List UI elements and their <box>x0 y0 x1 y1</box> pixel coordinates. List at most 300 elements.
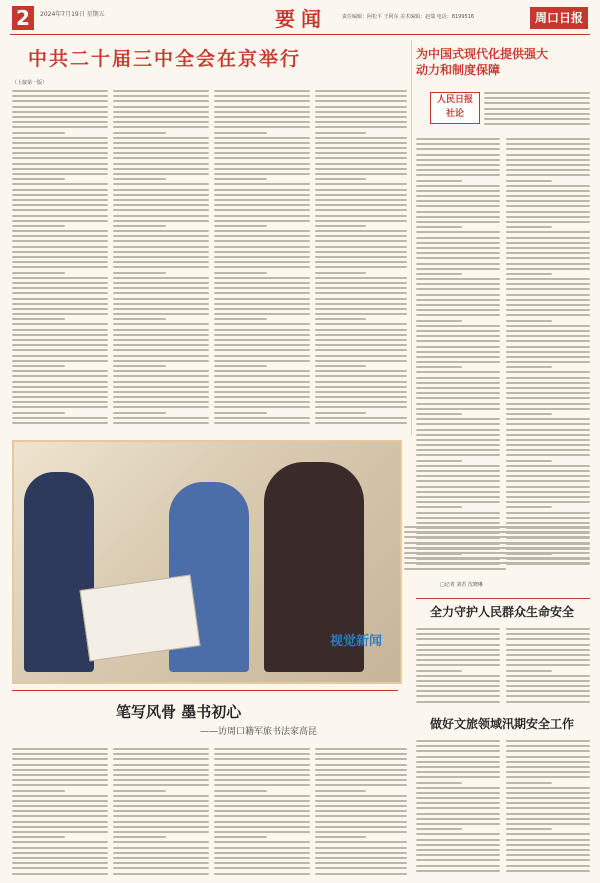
text-line <box>506 675 590 677</box>
text-line <box>214 805 310 807</box>
text-line <box>12 841 108 843</box>
text-line <box>315 95 407 97</box>
text-line <box>506 434 590 436</box>
text-line <box>113 272 166 274</box>
text-line <box>506 813 590 815</box>
text-line <box>404 557 590 559</box>
text-line <box>113 873 209 875</box>
text-line <box>416 644 500 646</box>
text-line <box>416 797 500 799</box>
text-line <box>12 100 108 102</box>
text-line <box>113 795 209 797</box>
text-line <box>315 303 407 305</box>
text-line <box>506 782 552 784</box>
text-line <box>113 157 209 159</box>
text-line <box>506 695 590 697</box>
text-line <box>315 240 407 242</box>
text-line <box>315 277 407 279</box>
text-line <box>113 753 209 755</box>
text-line <box>506 475 590 477</box>
text-line <box>113 831 209 833</box>
text-line <box>416 480 500 482</box>
text-line <box>12 396 108 398</box>
text-line <box>416 216 500 218</box>
text-line <box>416 460 462 462</box>
text-line <box>214 256 310 258</box>
text-line <box>416 444 500 446</box>
text-line <box>416 654 500 656</box>
text-line <box>506 138 590 140</box>
text-line <box>214 106 310 108</box>
text-line <box>506 761 590 763</box>
text-line <box>506 807 590 809</box>
text-line <box>214 183 310 185</box>
text-line <box>214 857 310 859</box>
text-line <box>214 282 310 284</box>
article1-title: 全力守护人民群众生命安全 <box>430 605 575 619</box>
text-line <box>506 169 590 171</box>
text-line <box>315 313 407 315</box>
text-line <box>12 116 108 118</box>
text-line <box>506 517 590 519</box>
text-line <box>506 320 552 322</box>
text-line <box>12 836 65 838</box>
text-line <box>214 121 310 123</box>
text-line <box>416 859 500 861</box>
text-line <box>214 318 267 320</box>
text-line <box>315 147 407 149</box>
text-line <box>315 805 407 807</box>
feature-col4 <box>315 748 407 878</box>
text-line <box>214 758 310 760</box>
text-line <box>113 256 209 258</box>
text-line <box>12 790 65 792</box>
text-line <box>12 111 108 113</box>
text-line <box>12 266 108 268</box>
text-line <box>214 784 310 786</box>
column-divider <box>411 40 412 435</box>
text-line <box>484 113 590 115</box>
text-line <box>506 628 590 630</box>
text-line <box>506 506 552 508</box>
text-line <box>12 183 108 185</box>
text-line <box>113 784 209 786</box>
text-line <box>315 225 366 227</box>
text-line <box>506 382 590 384</box>
text-line <box>416 237 500 239</box>
text-line <box>506 392 590 394</box>
text-line <box>416 512 500 514</box>
text-line <box>214 230 310 232</box>
article1-col2 <box>506 628 590 710</box>
text-line <box>506 216 590 218</box>
text-line <box>416 638 500 640</box>
text-line <box>214 764 310 766</box>
text-line <box>315 173 407 175</box>
text-line <box>484 123 590 125</box>
text-line <box>214 810 310 812</box>
text-line <box>506 859 590 861</box>
text-line <box>315 381 407 383</box>
text-line <box>12 251 108 253</box>
text-line <box>315 370 407 372</box>
text-line <box>404 568 506 570</box>
text-line <box>315 329 407 331</box>
photo-calligraphy-paper <box>80 575 201 662</box>
text-line <box>214 847 310 849</box>
text-line <box>214 173 310 175</box>
text-line <box>315 246 407 248</box>
text-line <box>214 873 310 875</box>
text-line <box>12 173 108 175</box>
text-line <box>315 215 407 217</box>
text-line <box>12 235 108 237</box>
text-line <box>416 180 462 182</box>
text-line <box>113 857 209 859</box>
text-line <box>214 204 310 206</box>
text-line <box>416 205 500 207</box>
text-line <box>12 282 108 284</box>
text-line <box>506 371 590 373</box>
text-line <box>416 257 500 259</box>
text-line <box>12 152 108 154</box>
text-line <box>506 377 590 379</box>
text-line <box>12 831 108 833</box>
text-line <box>315 769 407 771</box>
text-line <box>12 370 108 372</box>
text-line <box>12 417 108 419</box>
text-line <box>416 475 500 477</box>
text-line <box>214 235 310 237</box>
text-line <box>113 287 209 289</box>
text-line <box>12 867 108 869</box>
text-line <box>113 790 166 792</box>
news-photo <box>12 440 402 684</box>
text-line <box>12 401 108 403</box>
text-line <box>113 355 209 357</box>
text-line <box>506 299 590 301</box>
text-line <box>416 288 500 290</box>
text-line <box>214 831 310 833</box>
text-line <box>506 273 552 275</box>
text-line <box>506 644 590 646</box>
text-line <box>113 318 166 320</box>
text-line <box>315 779 407 781</box>
text-line <box>113 194 209 196</box>
text-line <box>12 391 108 393</box>
text-line <box>113 422 209 424</box>
text-line <box>315 841 407 843</box>
text-line <box>404 547 590 549</box>
text-line <box>416 169 500 171</box>
text-line <box>113 841 209 843</box>
text-line <box>214 375 310 377</box>
text-line <box>12 298 108 300</box>
commentary-header <box>416 46 592 78</box>
text-line <box>214 215 310 217</box>
text-line <box>12 303 108 305</box>
text-line <box>416 185 500 187</box>
text-line <box>315 189 407 191</box>
text-line <box>12 821 108 823</box>
text-line <box>506 314 590 316</box>
text-line <box>214 308 310 310</box>
text-line <box>416 143 500 145</box>
text-line <box>416 314 500 316</box>
text-line <box>506 325 590 327</box>
text-line <box>12 795 108 797</box>
text-line <box>506 828 552 830</box>
visual-news-label: 视觉新闻 <box>329 634 382 649</box>
text-line <box>506 429 590 431</box>
text-line <box>416 403 500 405</box>
text-line <box>506 802 590 804</box>
text-line <box>315 168 407 170</box>
text-line <box>416 675 500 677</box>
text-line <box>506 771 590 773</box>
text-line <box>214 821 310 823</box>
text-line <box>113 826 209 828</box>
text-line <box>416 320 462 322</box>
text-line <box>113 292 209 294</box>
text-line <box>416 792 500 794</box>
text-line <box>113 126 209 128</box>
text-line <box>315 111 407 113</box>
text-line <box>113 204 209 206</box>
editor-credits: 责任编辑：阿松平 王阿东 美术编辑：赵瑞 电话：8199516 <box>342 14 475 20</box>
text-line <box>484 92 590 94</box>
text-line <box>113 106 209 108</box>
text-line <box>12 261 108 263</box>
text-line <box>214 137 310 139</box>
text-line <box>214 334 310 336</box>
text-line <box>315 251 407 253</box>
people-daily-editorial-badge <box>430 92 480 124</box>
text-line <box>416 870 500 872</box>
text-line <box>214 339 310 341</box>
text-line <box>416 833 500 835</box>
photo-credit: □记者 刘若 沈晓琳 <box>440 582 483 588</box>
lead-article-col4 <box>315 90 407 430</box>
text-line <box>506 154 590 156</box>
text-line <box>12 769 108 771</box>
text-line <box>506 148 590 150</box>
text-line <box>506 304 590 306</box>
feature-title: 笔写风骨 墨书初心 <box>116 703 242 721</box>
text-line <box>113 266 209 268</box>
text-line <box>12 292 108 294</box>
text-line <box>12 95 108 97</box>
badge-line2: 社论 <box>445 109 464 119</box>
newspaper-logo: 周口日报 <box>530 7 588 29</box>
text-line <box>416 633 500 635</box>
text-line <box>416 356 500 358</box>
text-line <box>113 95 209 97</box>
text-line <box>416 761 500 763</box>
text-line <box>416 392 500 394</box>
text-line <box>416 413 462 415</box>
text-line <box>315 292 407 294</box>
text-line <box>315 826 407 828</box>
text-line <box>12 779 108 781</box>
page-number: 2 <box>12 6 34 30</box>
photo-caption-text <box>404 526 590 576</box>
text-line <box>506 633 590 635</box>
text-line <box>416 865 500 867</box>
text-line <box>506 361 590 363</box>
text-line <box>113 758 209 760</box>
commentary-title-line2: 动力和制度保障 <box>416 63 501 77</box>
text-line <box>506 366 552 368</box>
text-line <box>214 391 310 393</box>
text-line <box>315 815 407 817</box>
text-line <box>506 418 590 420</box>
text-line <box>113 168 209 170</box>
text-line <box>113 349 209 351</box>
text-line <box>12 355 108 357</box>
text-line <box>12 137 108 139</box>
text-line <box>506 501 590 503</box>
article2-title: 做好文旅领域汛期安全工作 <box>430 717 575 731</box>
text-line <box>416 802 500 804</box>
text-line <box>113 401 209 403</box>
text-line <box>214 95 310 97</box>
text-line <box>506 444 590 446</box>
text-line <box>113 821 209 823</box>
text-line <box>506 776 590 778</box>
text-line <box>416 439 500 441</box>
text-line <box>416 294 500 296</box>
text-line <box>416 299 500 301</box>
text-line <box>12 209 108 211</box>
text-line <box>113 147 209 149</box>
text-line <box>404 552 590 554</box>
text-line <box>214 323 310 325</box>
text-line <box>315 401 407 403</box>
text-line <box>506 252 590 254</box>
text-line <box>113 209 209 211</box>
text-line <box>12 168 108 170</box>
text-line <box>12 323 108 325</box>
text-line <box>214 862 310 864</box>
text-line <box>12 132 65 134</box>
text-line <box>113 199 209 201</box>
text-line <box>214 225 267 227</box>
text-line <box>214 800 310 802</box>
text-line <box>12 422 108 424</box>
text-line <box>416 351 500 353</box>
text-line <box>416 330 500 332</box>
text-line <box>214 370 310 372</box>
text-line <box>12 386 108 388</box>
text-line <box>416 776 500 778</box>
text-line <box>214 298 310 300</box>
text-line <box>214 790 267 792</box>
text-line <box>113 246 209 248</box>
text-line <box>12 204 108 206</box>
text-line <box>214 396 310 398</box>
text-line <box>12 774 108 776</box>
text-line <box>12 318 65 320</box>
text-line <box>416 211 500 213</box>
text-line <box>416 701 500 703</box>
text-line <box>113 323 209 325</box>
text-line <box>416 491 500 493</box>
text-line <box>12 826 108 828</box>
text-line <box>416 263 500 265</box>
text-line <box>506 512 590 514</box>
text-line <box>113 183 209 185</box>
text-line <box>113 220 209 222</box>
text-line <box>315 857 407 859</box>
text-line <box>214 246 310 248</box>
text-line <box>113 406 209 408</box>
text-line <box>506 470 590 472</box>
text-line <box>416 745 500 747</box>
text-line <box>506 685 590 687</box>
text-line <box>416 522 500 524</box>
text-line <box>315 784 407 786</box>
text-line <box>416 278 500 280</box>
text-line <box>12 862 108 864</box>
text-line <box>12 334 108 336</box>
text-line <box>416 397 500 399</box>
text-line <box>12 805 108 807</box>
text-line <box>416 844 500 846</box>
text-line <box>404 562 590 564</box>
text-line <box>416 366 462 368</box>
text-line <box>214 753 310 755</box>
text-line <box>12 753 108 755</box>
text-line <box>12 375 108 377</box>
text-line <box>416 382 500 384</box>
text-line <box>12 406 108 408</box>
text-line <box>315 810 407 812</box>
text-line <box>315 344 407 346</box>
text-line <box>416 268 500 270</box>
text-line <box>113 396 209 398</box>
text-line <box>12 163 108 165</box>
text-line <box>506 787 590 789</box>
text-line <box>416 695 500 697</box>
text-line <box>315 121 407 123</box>
text-line <box>506 231 590 233</box>
text-line <box>416 813 500 815</box>
text-line <box>214 381 310 383</box>
text-line <box>506 849 590 851</box>
text-line <box>416 454 500 456</box>
text-line <box>416 138 500 140</box>
text-line <box>506 268 590 270</box>
text-line <box>506 740 590 742</box>
text-line <box>506 226 552 228</box>
commentary-col2 <box>506 138 590 570</box>
text-line <box>113 230 209 232</box>
text-line <box>12 748 108 750</box>
text-line <box>416 818 500 820</box>
article2-col2 <box>506 740 590 878</box>
lead-article-col2 <box>113 90 209 430</box>
text-line <box>484 118 590 120</box>
text-line <box>113 391 209 393</box>
text-line <box>214 360 310 362</box>
text-line <box>416 148 500 150</box>
text-line <box>113 132 166 134</box>
text-line <box>12 339 108 341</box>
lead-article-col3 <box>214 90 310 430</box>
article1-col1 <box>416 628 500 710</box>
text-line <box>404 536 590 538</box>
